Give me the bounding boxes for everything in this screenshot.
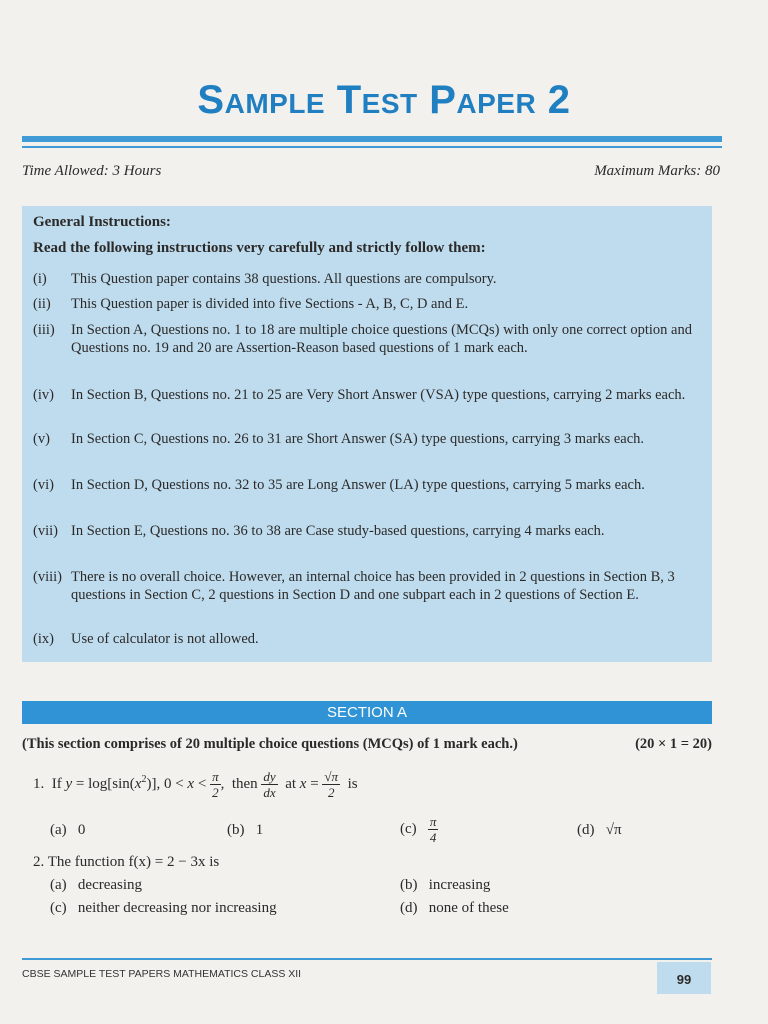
question-1: 1. If $y = \log[\sin(x^2)]$, 0 < x < $\frac{\pi}{2}$ , then $\frac{dy}{dx}$ at x = $\frac{√\pi}{2}$ is [33,769,358,800]
footer-rule [22,958,712,960]
instruction-number: (v) [33,431,50,447]
option-label: (b) [227,822,245,838]
instruction-number: (ix) [33,631,54,647]
option-label: (a) [50,877,67,893]
instruction-text: In Section D, Questions no. 32 to 35 are Long Answer (LA) type questions, carrying 5 marks each. [71,477,645,493]
option-text: 1 [255,822,264,838]
instruction-number: (i) [33,271,47,287]
instructions-intro: Read the following instructions very carefully and strictly follow them: [33,240,486,256]
instructions-heading: General Instructions: [33,214,171,230]
option-label: (c) [400,821,417,837]
fraction: $\frac{dy}{dx}$ [263,769,276,800]
instruction-number: (vi) [33,477,54,493]
question-2 [33,854,219,871]
fraction: $\frac{\pi}{4}$ [429,814,437,845]
instruction-number: (vii) [33,523,58,539]
question-2-option-d[interactable] [400,900,509,917]
option-text: neither decreasing nor increasing [77,900,277,916]
option-text: √π [605,822,622,838]
option-label: (d) [400,900,418,916]
option-text: none of these [428,900,509,916]
option-text: 0 [77,822,86,838]
instruction-text: This Question paper is divided into five Sections - A, B, C, D and E. [71,296,469,312]
option-label: (a) [50,822,67,838]
maximum-marks: Maximum Marks: 80 [594,163,720,179]
time-allowed: Time Allowed: 3 Hours [22,163,162,179]
section-description-text: (This section comprises of 20 multiple choice questions (MCQs) of 1 mark each.) [22,736,518,752]
instruction-text: Use of calculator is not allowed. [71,631,259,647]
instruction-text: There is no overall choice. However, an internal choice has been provided in 2 questions in Section B, 3 questions in Section C, 2 questions in Section D and one subpart each in 2 questions of Section E. [71,569,675,603]
question-1-option-d[interactable] [577,822,622,839]
instruction-text: In Section A, Questions no. 1 to 18 are multiple choice questions (MCQs) with only one correct option and Questions no. 19 and 20 are Assertion-Reason based questions of 1 mark each. [71,322,692,356]
instruction-number: (ii) [33,296,51,312]
question-2-option-b[interactable] [400,877,490,894]
question-text: The function f(x) = 2 − 3x is [47,854,220,870]
fraction: $\frac{√\pi}{2}$ [324,769,339,800]
fraction: $\frac{\pi}{2}$ [212,769,219,800]
option-text: increasing [428,877,491,893]
instruction-text: In Section C, Questions no. 26 to 31 are Short Answer (SA) type questions, carrying 3 marks each. [71,431,645,447]
question-1-option-a[interactable] [50,822,85,839]
question-2-option-c[interactable] [50,900,277,917]
question-2-option-a[interactable] [50,877,142,894]
title-rule-thick [22,136,722,142]
instruction-number: (iv) [33,387,54,403]
option-label: (d) [577,822,595,838]
page-title: Sample Test Paper 2 [197,78,571,122]
question-1-option-b[interactable] [227,822,263,839]
instruction-text: This Question paper contains 38 questions. All questions are compulsory. [71,271,497,287]
instruction-number: (iii) [33,322,55,338]
instruction-number: (viii) [33,569,62,585]
page-number: 99 [657,962,711,994]
instruction-text: In Section E, Questions no. 36 to 38 are Case study-based questions, carrying 4 marks each. [71,523,605,539]
title-rule-thin [22,146,722,148]
option-label: (c) [50,900,67,916]
section-a-header: SECTION A [22,701,712,724]
question-number: 1. [33,775,45,792]
question-1-option-c[interactable] [400,814,438,845]
question-number: 2. [33,854,45,870]
option-text: decreasing [77,877,143,893]
footer-book-title: CBSE SAMPLE TEST PAPERS MATHEMATICS CLASS XII [22,968,302,980]
section-a-description [22,736,712,753]
option-label: (b) [400,877,418,893]
section-marks: (20 × 1 = 20) [635,736,712,752]
instruction-text: In Section B, Questions no. 21 to 25 are Very Short Answer (VSA) type questions, carrying 2 marks each. [71,387,686,403]
